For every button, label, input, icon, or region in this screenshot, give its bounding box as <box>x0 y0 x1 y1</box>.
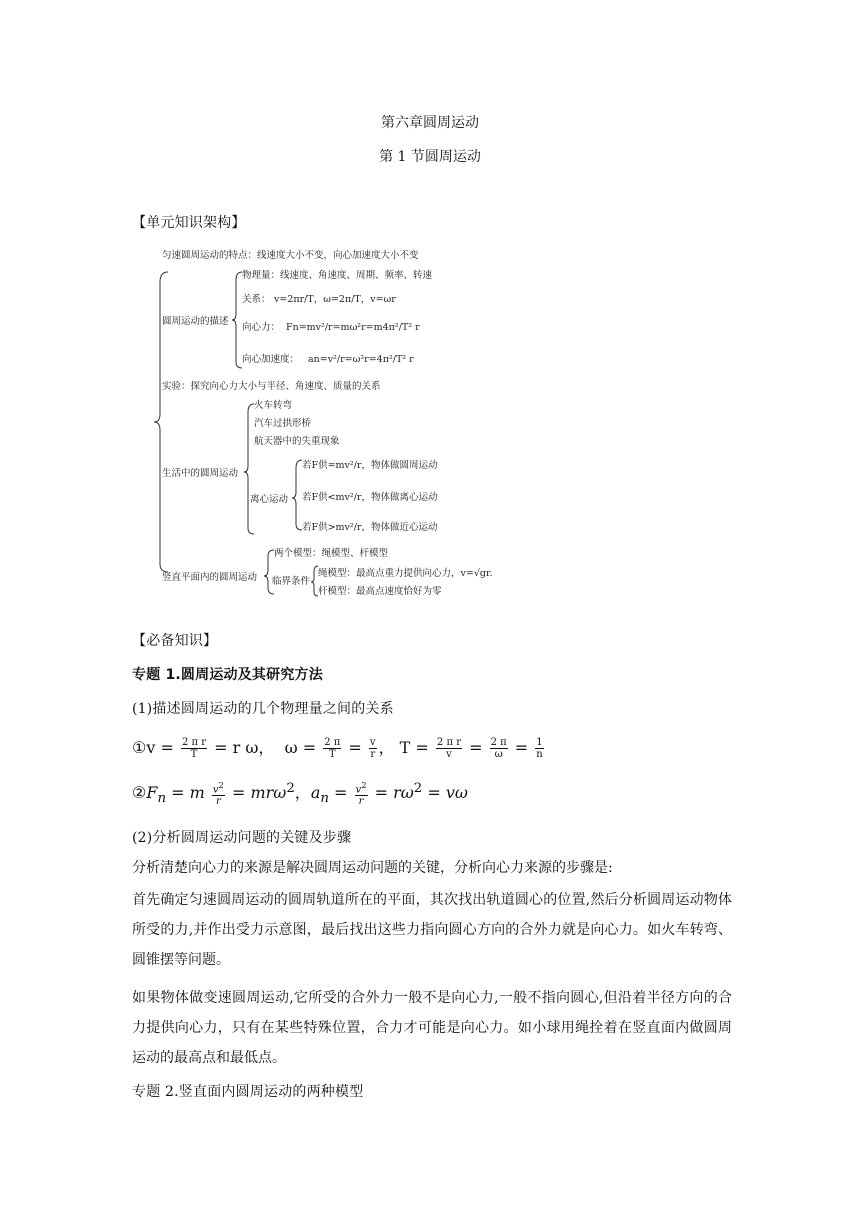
essential-heading: 【必备知识】 <box>132 633 218 649</box>
knowledge-diagram <box>150 238 530 606</box>
centrifugal-item: 若F供<mv²/r，物体做离心运动 <box>302 492 438 503</box>
centrifugal-item: 若F供=mv²/r，物体做圆周运动 <box>302 460 438 471</box>
physical-quantities: 物理量：线速度、角速度、周期、频率、转速 <box>242 270 433 281</box>
topic2-title: 专题 2.竖直面内圆周运动的两种模型 <box>132 1084 364 1100</box>
rope-model: 绳模型：最高点重力提供向心力，v=√gr. <box>318 568 493 579</box>
paragraph: 如果物体做变速圆周运动,它所受的合外力一般不是向心力,一般不指向圆心,但沿着半径方向的合力提供向心力，只有在某些特殊位置，合力才可能是向心力。如小球用绳拴着在竖直面内做圆周运动的最高点和最低点。 <box>132 990 732 1066</box>
paragraph: 首先确定匀速圆周运动的圆周轨道所在的平面，其次找出轨道圆心的位置,然后分析圆周运动物体所受的力,并作出受力示意图，最后找出这些力指向圆心方向的合外力就是向心力。如火车转弯、圆锥摆等问题。 <box>132 892 732 968</box>
centrifugal-label: 离心运动 <box>250 494 289 505</box>
paragraph: 分析清楚向心力的来源是解决圆周运动问题的关键，分析向心力来源的步骤是: <box>132 860 613 876</box>
uniform-feature: 匀速圆周运动的特点：线速度大小不变，向心加速度大小不变 <box>162 250 419 261</box>
describe-label: 圆周运动的描述 <box>162 316 229 327</box>
centripetal-force-formula: Fn=mv²/r=mω²r=m4π²/T² r <box>286 322 420 333</box>
relation-formula: v=2πr/T，ω=2π/T，v=ωr <box>274 294 396 305</box>
item2-title: (2)分析圆周运动问题的关键及步骤 <box>132 830 352 846</box>
centrifugal-item: 若F供>mv²/r，物体做近心运动 <box>302 522 438 533</box>
critical-label: 临界条件 <box>272 576 311 587</box>
life-item: 火车转弯 <box>254 400 293 411</box>
formula-1-label: ① <box>132 738 147 757</box>
two-models: 两个模型：绳模型、杆模型 <box>274 548 389 559</box>
rod-model: 杆模型：最高点速度恰好为零 <box>318 586 442 597</box>
formula-2-label: ② <box>132 783 147 803</box>
centripetal-accel-prefix: 向心加速度： <box>242 354 300 365</box>
relation-prefix: 关系： <box>242 294 271 305</box>
experiment-line: 实验：探究向心力大小与半径、角速度、质量的关系 <box>162 381 381 392</box>
life-item: 航天器中的失重现象 <box>254 436 340 447</box>
formula-1: ①v = $\frac{\text{2 π r}}{T}$ = r ω， ω = $\frac{2 \pi}{T}$ = $\frac{v}{r}$ ， T = $\frac{\text{2 π r}}{v}$ = $\frac{2 \pi}{\omega}$ = $\frac{1}{n}$ <box>132 737 543 760</box>
centripetal-accel-formula: an=v²/r=ω²r=4π²/T² r <box>308 354 414 365</box>
vertical-label: 竖直平面内的圆周运动 <box>162 572 258 583</box>
life-item: 汽车过拱形桥 <box>254 418 312 429</box>
item1-title: (1)描述圆周运动的几个物理量之间的关系 <box>132 701 394 717</box>
topic1-title: 专题 1.圆周运动及其研究方法 <box>132 667 323 683</box>
section-title: 第 1 节圆周运动 <box>379 149 481 165</box>
unit-heading: 【单元知识架构】 <box>132 215 246 231</box>
formula-2: $②F_n = m$ $\frac{v^2}{r}$ = mrω$^2$，$a_n$ = $\frac{v^2}{r}$ = $r\omega^2 = v\omega$ <box>132 780 468 808</box>
chapter-title: 第六章圆周运动 <box>381 115 479 131</box>
centripetal-force-prefix: 向心力： <box>242 322 281 333</box>
life-label: 生活中的圆周运动 <box>162 468 239 479</box>
